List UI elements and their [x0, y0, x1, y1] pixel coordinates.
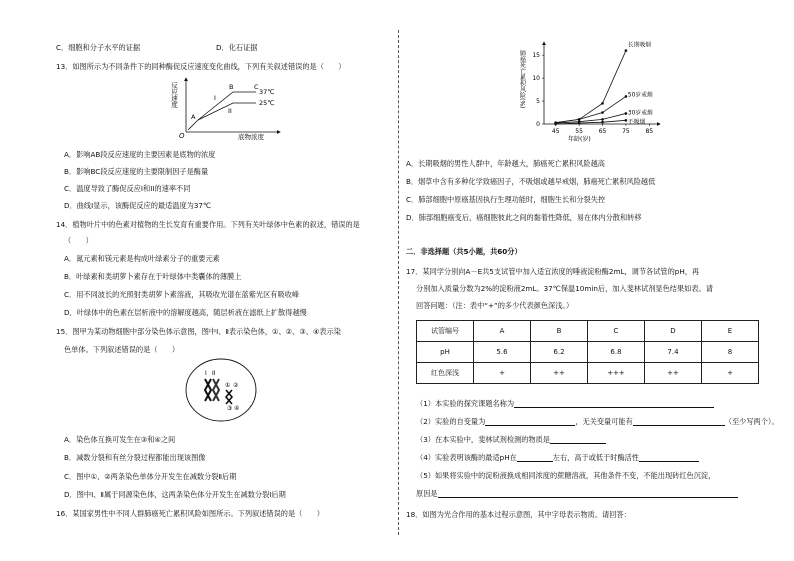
curve-label-II: II	[228, 107, 232, 115]
table-cell: B	[531, 321, 588, 342]
q17-sub4	[416, 453, 699, 462]
answer-blank[interactable]	[550, 436, 606, 444]
q15-option-d: D．图中Ⅰ、Ⅱ属于同源染色体，这两条染色体分开发生在减数分裂Ⅰ后期	[64, 490, 286, 499]
q14-stem: 14．植物叶片中的色素对植物的生长发育有重要作用。下列有关叶绿体中色素的叙述，错误的是	[56, 220, 360, 229]
curve-label-I: I	[214, 94, 216, 102]
data-point	[601, 111, 604, 114]
graph-y-label: 反应速度	[170, 82, 178, 108]
q17-line2: 分别加入质量分数为2%的淀粉液2mL。37℃保温10min后，加入斐林试剂显色结果如表。请	[416, 284, 713, 293]
table-cell: 6.8	[588, 342, 645, 363]
data-point	[578, 118, 581, 121]
curve-II	[198, 103, 256, 120]
q13-option-b: B．影响BC段反应速度的主要限制因子是酶量	[64, 167, 209, 176]
data-point	[554, 123, 557, 126]
series-line-1	[556, 96, 626, 122]
chromosome-cell-figure	[183, 357, 259, 423]
table-header-row	[417, 321, 759, 342]
table-cell: ++	[645, 363, 702, 384]
q15-stem-line1: 15．图甲为某动物细胞中部分染色体示意图，图中Ⅰ、Ⅱ表示染色体，①、②、③、④表示染	[56, 327, 341, 336]
q17-sub5-line1: （5）如果将实验中的淀粉液换成相同浓度的蔗糖溶液，其他条件不变，不能出现砖红色沉淀，	[416, 471, 716, 480]
point-b: B	[229, 83, 234, 91]
x-tick-label: 75	[622, 128, 630, 135]
curve-I	[188, 92, 256, 130]
chromatid-2: ②	[233, 382, 239, 389]
table-cell: C	[588, 321, 645, 342]
q14-bracket: （ ）	[64, 236, 93, 245]
q16-option-a: A．长期吸烟的男性人群中，年龄越大，肺癌死亡累积风险越高	[406, 159, 605, 168]
temp-37: 37℃	[259, 88, 275, 96]
table-cell: 7.4	[645, 342, 702, 363]
answer-blank[interactable]	[514, 400, 714, 408]
q17-sub1	[416, 399, 714, 408]
chromatid-3: ③	[227, 405, 233, 412]
series-label-3: 不吸烟	[627, 119, 646, 126]
y-tick-label: 5	[536, 98, 540, 106]
q13-option-a: A．影响AB段反应速度的主要因素是底物的浓度	[64, 150, 216, 159]
q17-sub4-text-b: 左右，高于或低于时酶活性	[552, 453, 640, 462]
experiment-table	[416, 320, 759, 384]
table-cell: +++	[588, 363, 645, 384]
q14-option-b: B．叶绿素和类胡萝卜素存在于叶绿体中类囊体的薄膜上	[64, 272, 242, 281]
q17-sub2-text-c: （至少写两个）。	[724, 417, 779, 426]
x-tick-label: 55	[575, 128, 583, 135]
answer-blank[interactable]	[485, 418, 575, 426]
answer-blank[interactable]	[633, 418, 725, 426]
section-heading: 二．非选择题（共5小题，共60分）	[406, 247, 522, 256]
data-point	[625, 119, 628, 122]
series-line-0	[556, 51, 626, 123]
q15-stem-line2: 色单体。下列叙述错误的是（ ）	[64, 345, 180, 354]
x-tick-label: 45	[551, 128, 560, 135]
q14-option-d: D．叶绿体中的色素在层析液中的溶解度越高，随层析液在滤纸上扩散得越慢	[64, 308, 307, 317]
column-divider	[398, 30, 399, 535]
q17-sub5-line2	[416, 489, 738, 498]
point-a: A	[191, 113, 196, 121]
data-point	[601, 121, 604, 124]
table-cell: ++	[531, 363, 588, 384]
q13-stem: 13．如图所示为不同条件下的同种酶促反应速度变化曲线，下列有关叙述错误的是（ ）	[56, 62, 346, 71]
q16-option-d: D．肺部细胞癌变后，癌细胞彼此之间的黏着性降低，易在体内分散和转移	[406, 213, 642, 222]
q16-option-b: B．烟草中含有多种化学致癌因子，不吸烟或越早戒烟，肺癌死亡累积风险越低	[406, 177, 656, 186]
graph-origin: O	[179, 132, 185, 140]
chromatid-1: ①	[225, 382, 231, 389]
q12-option-c: C．细胞和分子水平的证据	[56, 43, 141, 52]
y-tick-label: 0	[536, 121, 540, 128]
data-point	[578, 122, 581, 125]
q17-sub2	[416, 417, 779, 426]
q14-option-a: A．氮元素和镁元素是构成叶绿素分子的重要元素	[64, 254, 220, 263]
series-label-0: 长期吸烟	[627, 42, 652, 49]
series-label-2: 30岁戒烟	[627, 110, 653, 117]
series-label-1: 50岁戒烟	[627, 92, 653, 99]
answer-blank[interactable]	[639, 454, 699, 462]
table-cell: +	[702, 363, 759, 384]
answer-blank[interactable]	[438, 490, 738, 498]
q17-line3: 回答问题：（注：表中“+”的多少代表颜色深浅。）	[416, 301, 574, 310]
q17-line1: 17．某同学分别向A－E共5支试管中加入适宜浓度的唾液淀粉酶2mL，调节各试管的pH，再	[406, 267, 700, 276]
answer-blank[interactable]	[517, 454, 553, 462]
data-point	[601, 118, 604, 121]
q17-sub5-text-b: 原因是	[416, 489, 438, 498]
table-row	[417, 342, 759, 363]
chromosome-label-I: I	[205, 370, 207, 377]
chart-x-label: 年龄(岁)	[568, 136, 591, 143]
q17-sub4-text-a: （4）实验表明该酶的最适pH在	[416, 453, 517, 462]
q12-option-d: D．化石证据	[216, 43, 258, 52]
y-tick-label: 15	[532, 52, 540, 60]
q17-sub1-text: （1）本实验的探究课题名称为	[416, 399, 515, 408]
enzyme-rate-graph	[168, 72, 288, 140]
data-point	[625, 95, 628, 98]
q18-stem: 18．如图为光合作用的基本过程示意图，其中字母表示物质。请回答：	[406, 510, 631, 519]
table-cell: pH	[417, 342, 474, 363]
q16-option-c: C．肺部细胞中原癌基因执行生理功能时，细胞生长和分裂失控	[406, 195, 606, 204]
x-tick-label: 65	[598, 128, 607, 135]
data-point	[601, 102, 604, 105]
lung-cancer-risk-chart	[508, 40, 678, 144]
series-line-2	[556, 113, 626, 123]
point-c: C	[254, 83, 259, 91]
q13-option-d: D．曲线I显示，该酶促反应的最适温度为37℃	[64, 201, 212, 210]
q17-sub3	[416, 435, 606, 444]
q14-option-c: C．用不同波长的光照射类胡萝卜素溶液，其吸收光谱在蓝紫光区有吸收峰	[64, 290, 300, 299]
y-tick-label: 10	[532, 75, 540, 83]
q15-option-c: C．图中①、②两条染色单体分开发生在减数分裂Ⅱ后期	[64, 472, 237, 481]
data-point	[625, 49, 628, 52]
table-cell: 红色深浅	[417, 363, 474, 384]
table-cell: D	[645, 321, 702, 342]
graph-x-label: 底物浓度	[238, 133, 264, 140]
table-cell: 8	[702, 342, 759, 363]
q15-option-b: B．减数分裂和有丝分裂过程都能出现该图像	[64, 453, 206, 462]
table-cell: +	[474, 363, 531, 384]
table-cell: 5.6	[474, 342, 531, 363]
temp-25: 25℃	[259, 99, 275, 107]
q13-option-c: C．温度导致了酶促反应I和II的速率不同	[64, 184, 191, 193]
q16-stem: 16．某国家男性中不同人群肺癌死亡累积风险如图所示。下列叙述错误的是（ ）	[56, 509, 324, 518]
q15-option-a: A．染色体互换可发生在③和④之间	[64, 435, 176, 444]
chromosome-label-II: II	[212, 370, 216, 377]
table-cell: A	[474, 321, 531, 342]
q17-sub2-text-a: （2）实验的自变量为	[416, 417, 486, 426]
table-cell: 6.2	[531, 342, 588, 363]
table-row	[417, 363, 759, 384]
data-point	[625, 112, 628, 115]
x-tick-label: 85	[645, 128, 654, 135]
table-cell: 试管编号	[417, 321, 474, 342]
chart-y-label: 肺癌死亡累积风险(%)	[518, 50, 526, 109]
table-cell: E	[702, 321, 759, 342]
chromatid-4: ④	[234, 405, 240, 412]
q17-sub3-text: （3）在本实验中，斐林试剂检测的物质是	[416, 435, 550, 444]
q17-sub2-text-b: ，无关变量可能有	[575, 417, 633, 426]
